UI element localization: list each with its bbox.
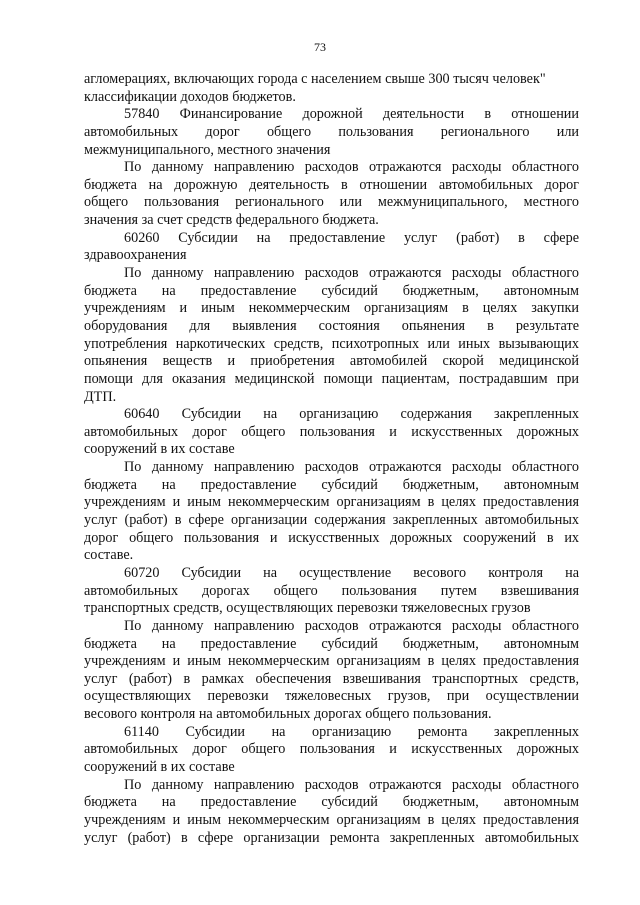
text-line: 60720 Субсидии на осуществление весового контроля на xyxy=(124,564,579,581)
text-line: бюджета на предоставление субсидий бюджетным, автономным xyxy=(84,476,579,493)
page-number: 73 xyxy=(314,40,326,54)
text-line: учреждениям и иным некоммерческим организациям в целях предоставления xyxy=(84,494,579,511)
text-line: услуг (работ) в рамках обеспечения взвешивания транспортных средств, xyxy=(84,670,579,687)
text-line: ДТП. xyxy=(84,388,117,405)
text-line: составе. xyxy=(84,547,134,564)
text-line: автомобильных дорог общего пользования регионального или xyxy=(84,123,579,140)
text-line: употребления наркотических средств, психотропных или иных вызывающих xyxy=(84,335,579,352)
text-line: По данному направлению расходов отражаются расходы областного xyxy=(124,776,579,793)
text-line: здравоохранения xyxy=(84,247,187,264)
text-line: 60260 Субсидии на предоставление услуг (работ) в сфере xyxy=(124,229,579,246)
text-line: 60640 Субсидии на организацию содержания закрепленных xyxy=(124,406,579,423)
text-line: оборудования для выявления состояния опьянения в результате xyxy=(84,317,579,334)
text-line: учреждениям и иным некоммерческим организациям в целях предоставления xyxy=(84,653,579,670)
text-line: По данному направлению расходов отражаются расходы областного xyxy=(124,265,579,282)
text-line: услуг (работ) в сфере организации содержания закрепленных автомобильных xyxy=(84,512,579,529)
text-line: По данному направлению расходов отражаются расходы областного xyxy=(124,159,579,176)
text-line: дорог общего пользования и искусственных дорожных сооружений в их xyxy=(84,529,579,546)
text-line: 61140 Субсидии на организацию ремонта закрепленных xyxy=(124,723,579,740)
document-body xyxy=(84,71,579,847)
text-line: бюджета на дорожную деятельность в отношении автомобильных дорог xyxy=(84,176,579,193)
text-line: По данному направлению расходов отражаются расходы областного xyxy=(124,617,579,634)
text-line: сооружений в их составе xyxy=(84,758,235,775)
text-line: бюджета на предоставление субсидий бюджетным, автономным xyxy=(84,635,579,652)
text-line: агломерациях, включающих города с населением свыше 300 тысяч человек" xyxy=(84,71,546,87)
text-line: осуществляющих перевозки тяжеловесных грузов, при осуществлении xyxy=(84,688,579,705)
text-line: значения за счет средств федерального бюджета. xyxy=(84,212,379,229)
text-line: По данному направлению расходов отражаются расходы областного xyxy=(124,459,579,476)
text-line: 57840 Финансирование дорожной деятельности в отношении xyxy=(124,106,579,123)
text-line: весового контроля на автомобильных дорогах общего пользования. xyxy=(84,706,492,723)
text-line: классификации доходов бюджетов. xyxy=(84,88,296,105)
text-line: учреждениям и иным некоммерческим организациям в целях предоставления xyxy=(84,811,579,828)
text-line: сооружений в их составе xyxy=(84,441,235,458)
text-line: учреждениям и иным некоммерческим организациям в целях закупки xyxy=(84,300,579,317)
text-line: автомобильных дорог общего пользования и искусственных дорожных xyxy=(84,423,579,440)
text-line: межмуниципального, местного значения xyxy=(84,141,331,158)
text-line: транспортных средств, осуществляющих перевозки тяжеловесных грузов xyxy=(84,600,531,617)
text-line: автомобильных дорогах общего пользования путем взвешивания xyxy=(84,582,579,599)
text-line: автомобильных дорог общего пользования и искусственных дорожных xyxy=(84,741,579,758)
text-line: помощи для оказания медицинской помощи пациентам, пострадавшим при xyxy=(84,370,579,387)
text-line: опьянения веществ и приобретения автомобилей скорой медицинской xyxy=(84,353,579,370)
text-line: услуг (работ) в сфере организации ремонта закрепленных автомобильных xyxy=(84,829,579,846)
text-line: бюджета на предоставление субсидий бюджетным, автономным xyxy=(84,794,579,811)
text-line: общего пользования регионального или межмуниципального, местного xyxy=(84,194,579,211)
text-line: бюджета на предоставление субсидий бюджетным, автономным xyxy=(84,282,579,299)
